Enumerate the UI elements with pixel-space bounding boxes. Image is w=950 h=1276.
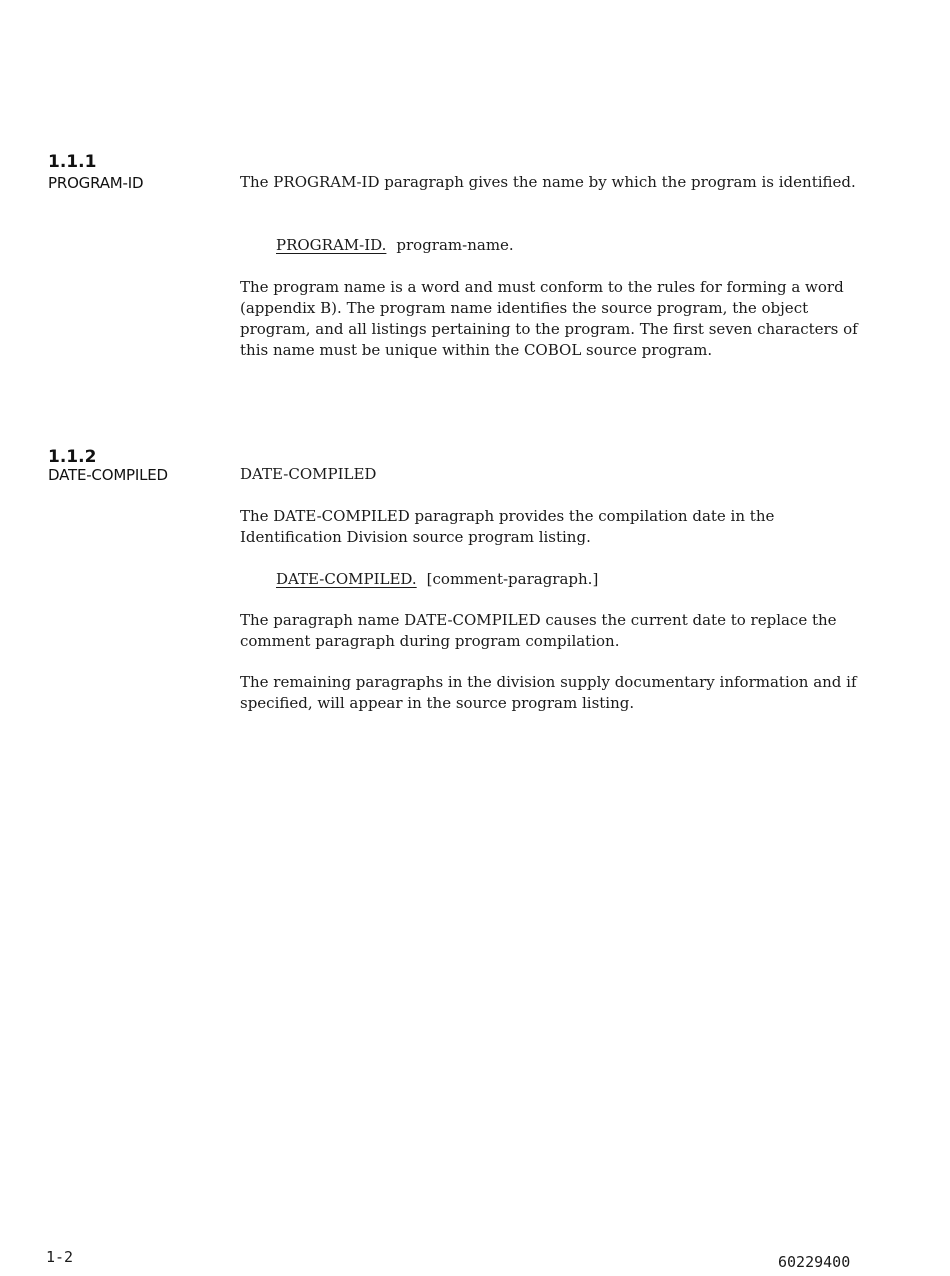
paragraph-heading: DATE-COMPILED — [240, 465, 377, 483]
section-title: PROGRAM-ID — [48, 174, 144, 192]
paragraph-intro: The PROGRAM-ID paragraph gives the name by which the program is identified. — [240, 173, 856, 191]
paragraph-intro: The DATE-COMPILED paragraph provides the compilation date in the Identification Division source program listing. — [240, 507, 775, 546]
format-argument: [comment-paragraph.] — [426, 570, 599, 588]
paragraph-body: The program name is a word and must conform to the rules for forming a word (appendix B). The program name identifies the source program, the object program, and all listings pertaining to the program. The first seven characters of this name must be unique within the COBOL source program. — [240, 278, 858, 359]
paragraph-body: The paragraph name DATE-COMPILED causes the current date to replace the comment paragraph during program compilation. — [240, 611, 837, 650]
format-keyword: DATE-COMPILED. — [276, 570, 417, 588]
format-line — [276, 235, 514, 256]
section-title: DATE-COMPILED — [48, 466, 168, 484]
format-keyword: PROGRAM-ID. — [276, 236, 387, 254]
paragraph-body: The remaining paragraphs in the division supply documentary information and if specified, will appear in the source program listing. — [240, 673, 857, 712]
format-line — [276, 569, 598, 590]
page-number: 1-2 — [46, 1248, 74, 1266]
section-number: 1.1.2 — [48, 447, 97, 467]
format-argument: program-name. — [396, 236, 514, 254]
document-number: 60229400 — [778, 1253, 851, 1271]
section-number: 1.1.1 — [48, 152, 97, 172]
